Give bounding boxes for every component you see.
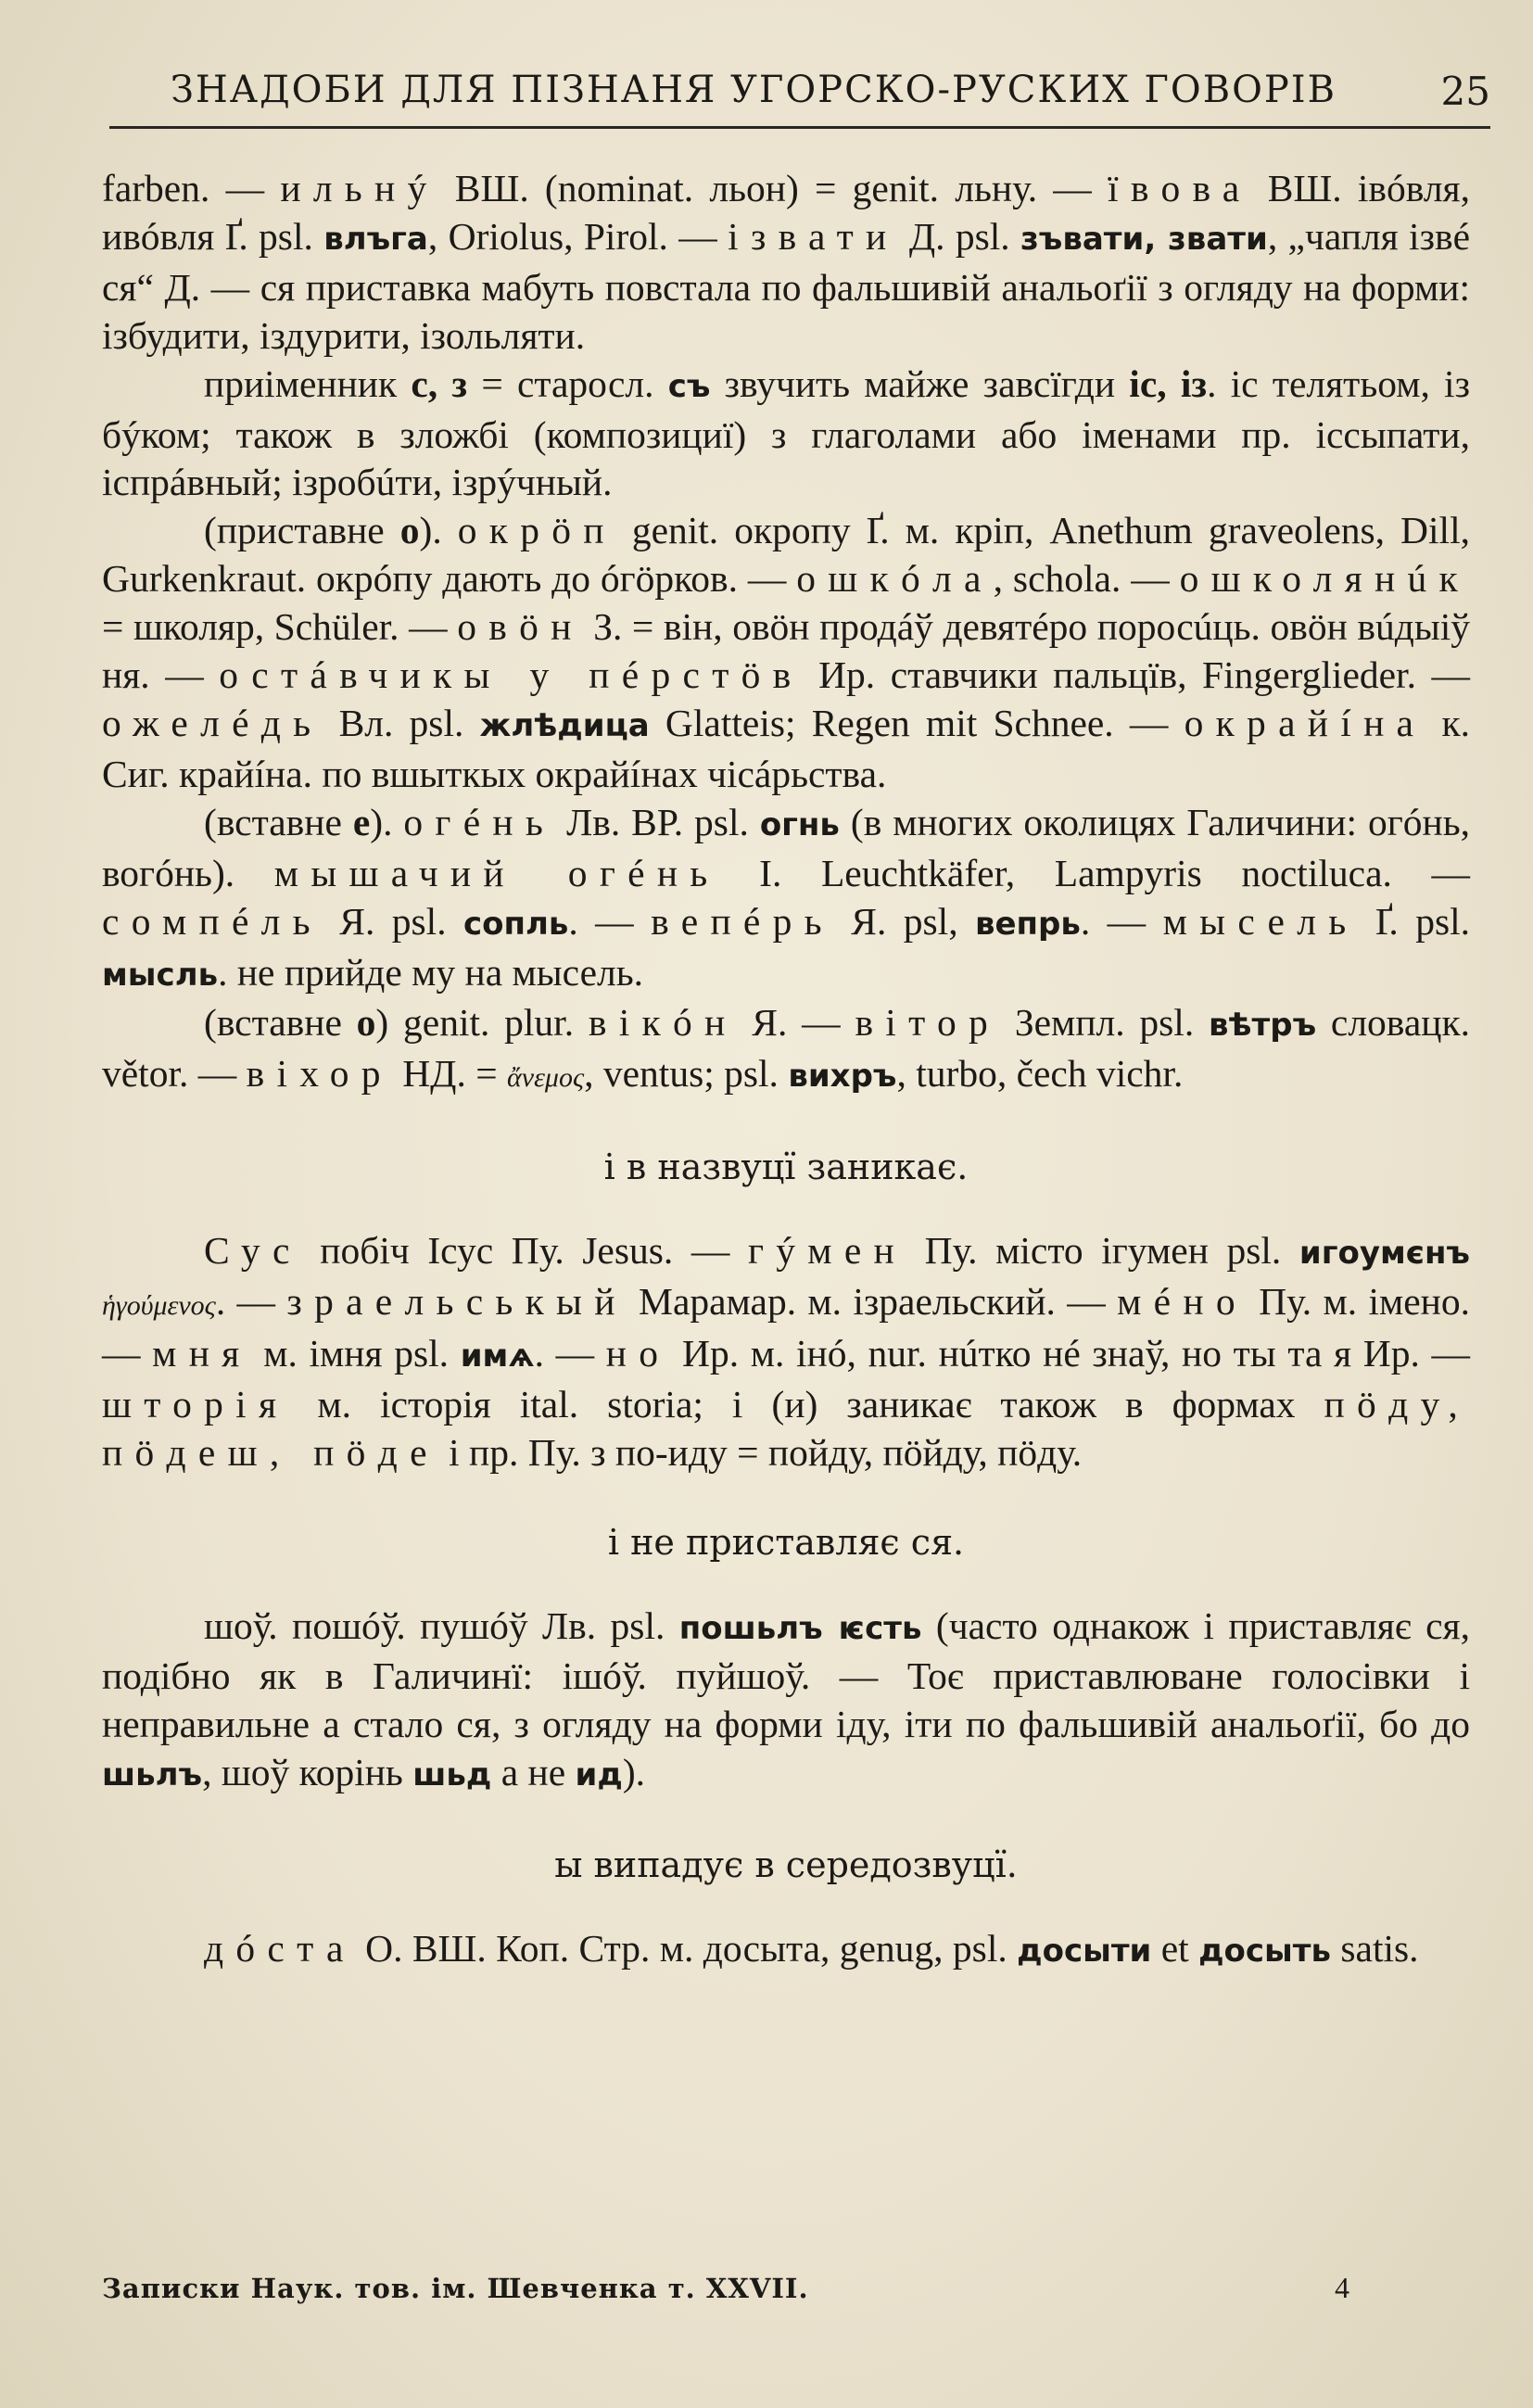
text-run: ы випадує в середозвуцї. [554, 1844, 1018, 1886]
spaced-headword: мышачий огéнь [273, 851, 720, 894]
church-slavonic-form: мысль [102, 956, 219, 994]
text-run: farben. — [102, 167, 281, 209]
text-run: = школяр, Schüler. — [102, 605, 458, 649]
text-run: genit. окропу Ґ. м. кріп, Anethum graveolens, Dill, Gurkenkraut. окрóпу дають до óгöрков. — [102, 509, 1470, 601]
section-heading [102, 1842, 1470, 1890]
body-text [102, 165, 1470, 1976]
text-run: Ир. ставчики пальцїв, Fingerglieder. — [803, 653, 1470, 697]
text-run: шоў. пошóў. пушóў Лв. psl. [204, 1603, 679, 1647]
text-run: ). [622, 1751, 646, 1794]
church-slavonic-form: ид [575, 1756, 623, 1794]
paragraph [102, 999, 1470, 1102]
text-run: (вставне [204, 1001, 357, 1045]
spaced-headword: но [605, 1331, 671, 1375]
text-run: О. ВШ. Коп. Стр. м. досыта, genug, psl. [355, 1927, 1018, 1971]
text-run: З. = він, овöн продáў девятéро поросúць. овöн вúдыіў ня. — [102, 605, 1470, 697]
spaced-headword: віхор [246, 1052, 393, 1096]
text-run: І. Leuchtkäfer, Lampyris noctiluca. — [719, 851, 1470, 894]
text-run: . не прийде му на мысель. [218, 950, 644, 994]
text-run: Ґ. psl. [1358, 899, 1471, 943]
paragraph [102, 1227, 1470, 1477]
church-slavonic-form: досыть [1198, 1933, 1332, 1971]
church-slavonic-form: шьлъ [102, 1756, 203, 1794]
text-run: ВШ. (nominat. льон) = genit. льну. — [438, 167, 1109, 209]
text-run: а не [491, 1751, 576, 1794]
text-run: (приставне [204, 509, 400, 552]
text-run: . — [1080, 899, 1163, 943]
spaced-headword: ошкóла [796, 557, 994, 601]
text-run: Пу. місто ігумен psl. [906, 1229, 1299, 1273]
text-run: Лв. ВР. psl. [555, 800, 760, 843]
text-run: , Oriolus, Pirol. — [427, 214, 728, 258]
text-run: (в многих околицях Галичини: огóнь, вогóнь). [102, 800, 1470, 894]
text-run: побіч Ісус Пу. Jesus. — [301, 1229, 748, 1273]
church-slavonic-form: влъга [323, 220, 428, 258]
text-run: Вл. psl. [323, 701, 480, 744]
text-run: і не приставляє ся. [607, 1521, 965, 1563]
text-run: і в назвуцї заникає. [603, 1147, 969, 1188]
text-run: словацк. větor. — [102, 1001, 1470, 1096]
paragraph [102, 799, 1470, 1000]
church-slavonic-form: жлѣдица [479, 706, 650, 744]
spaced-headword: окрайíна [1184, 701, 1426, 744]
running-title: ЗНАДОБИ ДЛЯ ПІЗНАНЯ УГОРСКО-РУСКИХ ГОВОРІВ [170, 69, 1337, 111]
church-slavonic-form: вепрь [974, 905, 1081, 943]
spaced-headword: пöду, пöдеш, пöде [102, 1382, 1470, 1474]
text-run: приіменник [204, 361, 412, 405]
signature-mark: 4 [1335, 2271, 1349, 2304]
spaced-headword: остáвчикы у пéрстöв [219, 653, 804, 697]
spaced-headword: овöн [457, 605, 584, 649]
church-slavonic-form: огнь [759, 805, 840, 843]
spaced-headword: мня [152, 1331, 252, 1375]
church-slavonic-form: зъвати, звати [1020, 220, 1268, 258]
page-number: 25 [1440, 69, 1490, 114]
paragraph [102, 1925, 1470, 1976]
text-run: Ир. м. інó, nur. нúтко нé знаў, но ты та я Ир. — [670, 1331, 1471, 1375]
spaced-headword: мéно [1117, 1280, 1248, 1324]
text-run: satis. [1331, 1927, 1419, 1971]
text-run: к. Сиг. крайíна. по вшыткых окрайíнах чісáрьства. [102, 701, 1470, 795]
bold-letter: о [356, 1001, 376, 1045]
text-run: , шоў корінь [202, 1751, 413, 1794]
spaced-headword: ївова [1108, 167, 1252, 209]
bold-letter: іс, із [1129, 361, 1208, 405]
text-run: , turbo, čech vichr. [896, 1052, 1184, 1096]
text-run: , schola. — [993, 557, 1180, 601]
text-run: і пр. Пу. з по-иду = пойду, пöйду, пöду. [438, 1430, 1083, 1474]
church-slavonic-form: съ [667, 367, 711, 405]
text-run: , ventus; psl. [584, 1052, 789, 1096]
text-run: НД. = [392, 1052, 507, 1096]
text-run: звучить майже завсїгди [710, 361, 1130, 405]
paragraph [102, 507, 1470, 798]
spaced-headword: ожелéдь [102, 701, 323, 744]
spaced-headword: ошколянúк [1179, 557, 1470, 601]
spaced-headword: сомпéль [102, 899, 323, 943]
text-run: ВШ. івóвля, ивóвля Ґ. psl. [102, 167, 1470, 258]
spaced-headword: дóста [204, 1927, 356, 1971]
section-heading [102, 1144, 1470, 1192]
church-slavonic-form: игоумєнъ [1299, 1235, 1470, 1273]
bold-letter: с, з [411, 361, 468, 405]
church-slavonic-form: вихръ [788, 1058, 897, 1096]
text-run: Я. psl. [322, 899, 463, 943]
bold-letter: е [352, 800, 371, 843]
paragraph [102, 1603, 1470, 1801]
greek-form: ἡγούμενος [102, 1290, 216, 1322]
greek-form: ἄνεμος [507, 1062, 585, 1094]
spaced-headword: вікóн [588, 1001, 738, 1045]
church-slavonic-form: сопль [462, 905, 569, 943]
church-slavonic-form: имѧ [460, 1337, 535, 1375]
spaced-headword: ильнý [280, 167, 439, 209]
bold-letter: о [399, 509, 420, 552]
text-run: Земпл. psl. [1000, 1001, 1209, 1045]
text-run: (вставне [204, 800, 353, 843]
text-run: Glatteis; Regen mit Schnee. — [649, 701, 1185, 744]
text-run: Пу. м. імено. — [102, 1280, 1470, 1375]
spaced-headword: мысель [1162, 899, 1359, 943]
spaced-headword: шторія [102, 1382, 289, 1426]
text-run: = старосл. [467, 361, 668, 405]
paragraph [102, 165, 1470, 361]
text-run: м. імня psl. [251, 1331, 461, 1375]
spaced-headword: гýмен [747, 1229, 907, 1273]
text-run: Марамар. м. ізраельский. — [627, 1280, 1118, 1324]
footer-journal: Записки Наук. тов. ім. Шевченка т. XXVII. [102, 2273, 809, 2304]
paragraph [102, 361, 1470, 508]
church-slavonic-form: шьд [412, 1756, 492, 1794]
text-run: , „чапля ізвé ся“ Д. — ся приставка мабуть повстала по фальшивій анальоґії з огляду на форми: ізбудити, іздурити, ізольляти. [102, 214, 1470, 357]
text-run: Я. — [737, 1001, 855, 1045]
spaced-headword: вепéрь [651, 899, 834, 943]
text-run: . — [568, 899, 652, 943]
text-run: Я. psl, [833, 899, 975, 943]
text-run: ) genit. plur. [375, 1001, 589, 1045]
spaced-headword: зраельськый [286, 1280, 627, 1324]
church-slavonic-form: досыти [1017, 1933, 1152, 1971]
church-slavonic-form: пошьлъ ѥсть [678, 1609, 922, 1647]
text-run: (часто однакож і приставляє ся, подібно як в Галичинї: ішóў. пуйшоў. — Тоє приставлюване голосівки і неправильне а стало ся, з огляду на форми іду, іти по фальшивій анальоґії, бо до [102, 1603, 1470, 1746]
spaced-headword: огéнь [403, 800, 556, 843]
spaced-headword: вітор [855, 1001, 1001, 1045]
church-slavonic-form: вѣтръ [1208, 1007, 1317, 1045]
section-heading [102, 1519, 1470, 1567]
spaced-headword: ізвати [728, 214, 899, 258]
text-run: et [1151, 1927, 1199, 1971]
text-run: Д. psl. [898, 214, 1021, 258]
running-head [109, 61, 1490, 129]
text-run: ). [419, 509, 458, 552]
text-run: ). [370, 800, 404, 843]
text-run: . — [534, 1331, 606, 1375]
spaced-headword: Сус [204, 1229, 302, 1273]
text-run: м. історія ital. storia; і (и) заникає також в формах [288, 1382, 1324, 1426]
spaced-headword: окрöп [457, 509, 616, 552]
text-run: . — [215, 1280, 287, 1324]
text-run: . іс телятьом, із бýком; також в зложбі (композициї) з глаголами або іменами пр. іссыпати, іспрáвный; ізробúти, ізрýчный. [102, 361, 1470, 504]
